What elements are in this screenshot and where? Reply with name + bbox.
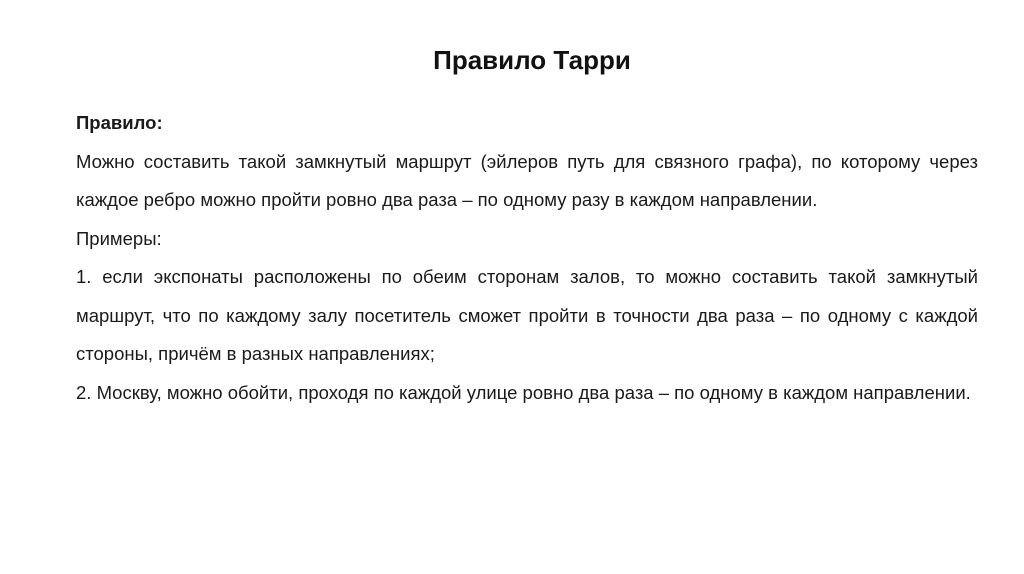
example-item-1: 1. если экспонаты расположены по обеим сторонам залов, то можно составить такой замкнутый маршрут, что по каждому залу посетитель сможет пройти в точности два раза – по одному с каждой стороны, причём в разных направлениях; [76,266,978,364]
rule-text: Можно составить такой замкнутый маршрут (эйлеров путь для связного графа), по которому через каждое ребро можно пройти ровно два раза – по одному разу в каждом направлении. [76,150,978,210]
rule-heading: Правило: [76,112,163,133]
examples-heading: Примеры: [76,227,162,249]
example-item-2: 2. Москву, можно обойти, проходя по каждой улице ровно два раза – по одному в каждом направлении. [76,381,971,403]
slide-content [76,104,978,412]
slide-title: Правило Тарри [433,45,631,75]
